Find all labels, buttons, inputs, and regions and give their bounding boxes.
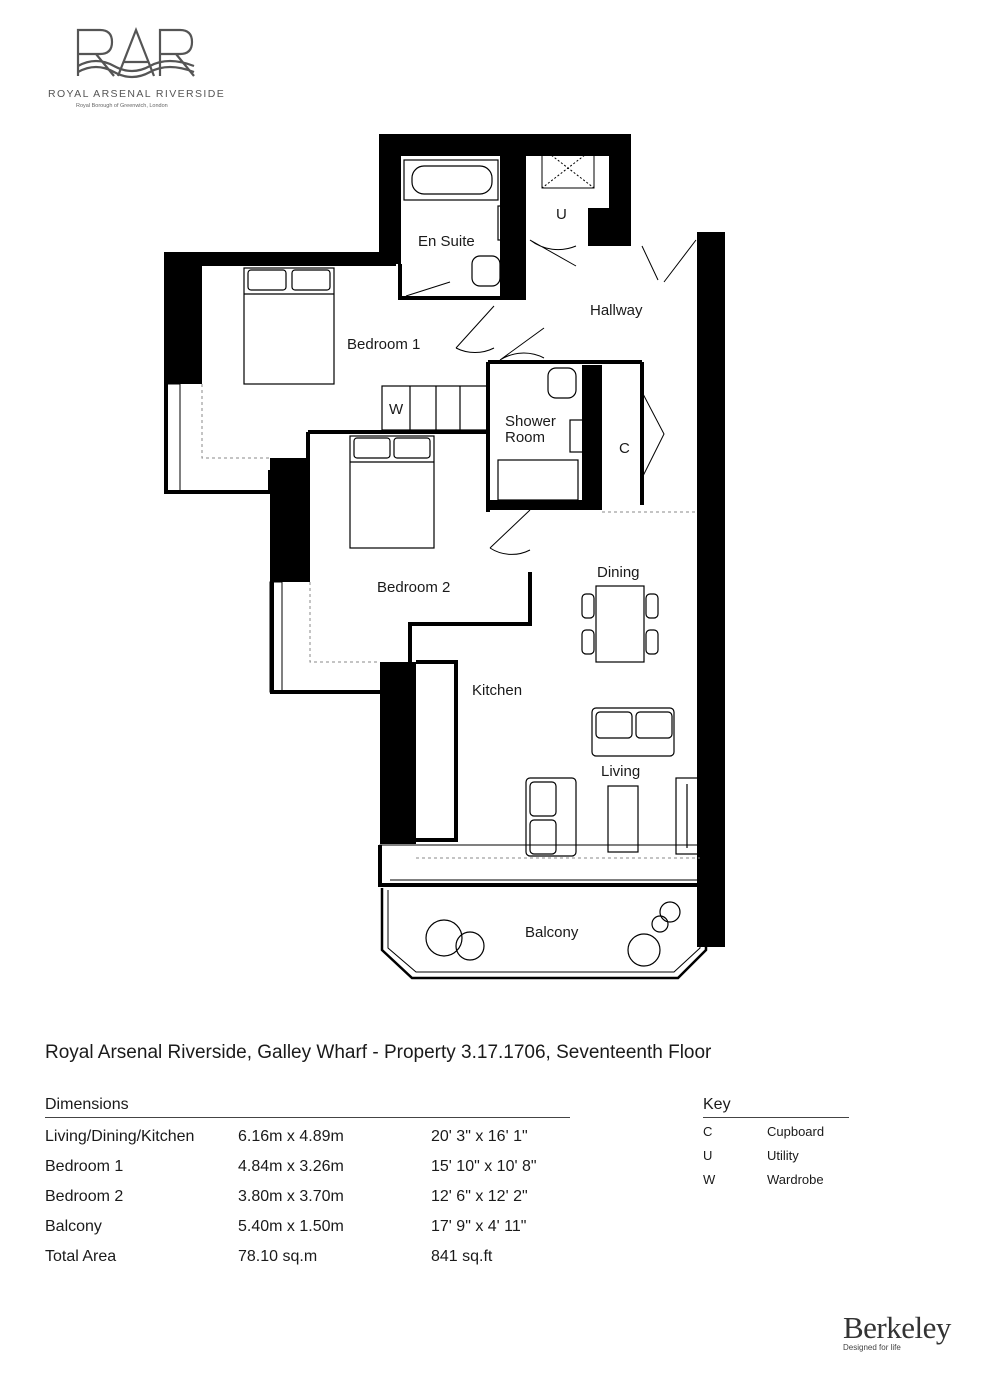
room-label-cupboard: C	[619, 440, 630, 457]
living-furniture	[526, 708, 698, 856]
dimensions-heading: Dimensions	[45, 1096, 570, 1118]
dimensions-table	[45, 1096, 570, 1268]
dimension-room: Living/Dining/Kitchen	[45, 1128, 195, 1145]
bedroom-2-bed	[350, 436, 434, 548]
room-label-wardrobe: W	[389, 401, 404, 418]
dimension-metric: 3.80m x 3.70m	[238, 1188, 344, 1205]
key-code: W	[703, 1172, 716, 1187]
logo-subtitle: Royal Borough of Greenwich, London	[76, 103, 168, 109]
key-item	[703, 1166, 849, 1190]
dimension-imperial: 17' 9" x 4' 11"	[431, 1218, 527, 1235]
key-meaning: Wardrobe	[767, 1172, 824, 1187]
room-label-utility: U	[556, 206, 567, 223]
room-label-shower-room-1: Shower	[505, 413, 556, 430]
berkeley-logo	[843, 1310, 963, 1360]
dimension-metric: 78.10 sq.m	[238, 1248, 318, 1265]
key-code: C	[703, 1124, 713, 1139]
interior-walls	[166, 252, 725, 885]
room-label-bedroom-1: Bedroom 1	[347, 336, 421, 353]
key-item	[703, 1142, 849, 1166]
dimension-row	[45, 1238, 570, 1268]
key-item	[703, 1118, 849, 1142]
dimension-metric: 4.84m x 3.26m	[238, 1158, 344, 1175]
room-label-bedroom-2: Bedroom 2	[377, 579, 451, 596]
rar-monogram-logo	[48, 26, 198, 82]
dimension-row	[45, 1118, 570, 1148]
berkeley-wordmark: Berkeley	[843, 1310, 951, 1345]
dimension-imperial: 841 sq.ft	[431, 1248, 493, 1265]
dimension-metric: 6.16m x 4.89m	[238, 1128, 344, 1145]
key-meaning: Utility	[767, 1148, 799, 1163]
dimension-room: Bedroom 1	[45, 1158, 124, 1175]
dimension-row	[45, 1148, 570, 1178]
room-label-en-suite: En Suite	[418, 233, 475, 250]
room-label-dining: Dining	[597, 564, 640, 581]
exterior-walls	[166, 134, 725, 947]
dimension-row	[45, 1208, 570, 1238]
key-meaning: Cupboard	[767, 1124, 825, 1139]
key-heading: Key	[703, 1096, 849, 1118]
floor-plan	[0, 120, 1000, 1000]
dimension-metric: 5.40m x 1.50m	[238, 1218, 344, 1235]
room-label-balcony: Balcony	[525, 924, 579, 941]
dining-table	[582, 586, 658, 662]
room-label-hallway: Hallway	[590, 302, 643, 319]
dimension-room: Total Area	[45, 1248, 117, 1265]
dimension-imperial: 20' 3" x 16' 1"	[431, 1128, 528, 1145]
room-label-shower-room-2: Room	[505, 429, 546, 446]
dimension-room: Balcony	[45, 1218, 102, 1235]
berkeley-tagline: Designed for life	[843, 1343, 901, 1352]
property-title: Royal Arsenal Riverside, Galley Wharf - Property 3.17.1706, Seventeenth Floor	[45, 1042, 712, 1063]
key-legend	[703, 1096, 849, 1190]
dimension-row	[45, 1178, 570, 1208]
room-label-living: Living	[601, 763, 641, 780]
bedroom-1-bed	[244, 268, 334, 384]
rar-logo	[48, 26, 228, 116]
dimension-room: Bedroom 2	[45, 1188, 124, 1205]
logo-brand-name: ROYAL ARSENAL RIVERSIDE	[48, 88, 226, 100]
key-code: U	[703, 1148, 713, 1163]
room-label-kitchen: Kitchen	[472, 682, 523, 699]
windows	[166, 384, 710, 885]
dimension-imperial: 12' 6" x 12' 2"	[431, 1188, 528, 1205]
dimension-imperial: 15' 10" x 10' 8"	[431, 1158, 537, 1175]
